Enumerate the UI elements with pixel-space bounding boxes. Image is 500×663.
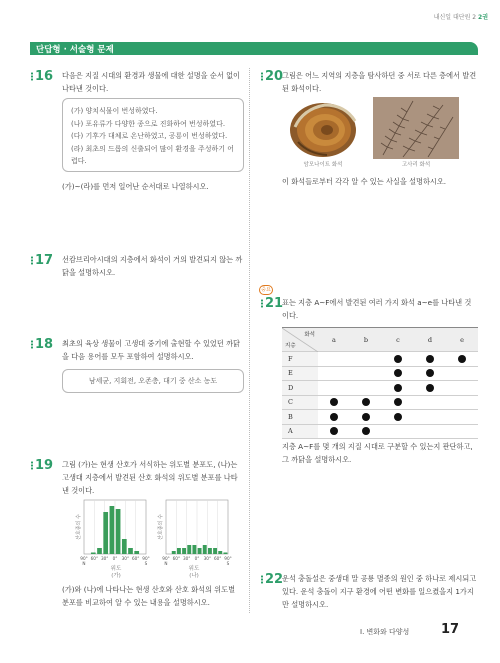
fossil-present-mark	[394, 384, 402, 392]
row-label: C	[282, 395, 318, 410]
table-cell	[414, 352, 446, 367]
section-title: 단답형 · 서술형 문제	[36, 45, 114, 55]
chart-bar	[213, 548, 217, 554]
question-16-item: (다) 기후가 대체로 온난하였고, 공룡이 번성하였다.	[71, 132, 228, 140]
row-label: E	[282, 366, 318, 381]
fossil-present-mark	[426, 355, 434, 363]
question-16-item: (나) 포유류가 다양한 종으로 진화하여 번성하였다.	[71, 119, 226, 128]
fossil-present-mark	[330, 413, 338, 421]
question-17-text: 선캄브리아시대의 지층에서 화석이 거의 발견되지 않는 까닭을 설명하시오.	[62, 255, 243, 277]
chart-bar	[177, 548, 181, 554]
question-21-prompt: 지층 A~F를 몇 개의 지질 시대로 구분할 수 있는지 판단하고, 그 까닭을 설명하시오.	[282, 442, 473, 464]
table-cell	[318, 424, 350, 439]
table-cell	[446, 366, 478, 381]
chart-bar	[128, 548, 133, 554]
row-label: A	[282, 424, 318, 439]
chart-a-xlabel: 위도	[110, 566, 122, 572]
chart-tick-label: 30°	[182, 556, 191, 561]
corner-label-layer: 지층	[285, 343, 296, 349]
chart-bar	[116, 509, 121, 554]
fossil-present-mark	[458, 355, 466, 363]
table-row	[282, 366, 478, 381]
question-22-text: 운석 충돌설은 중생대 말 공룡 멸종의 원인 중 하나로 제시되고 있다. 운석 충돌이 지구 환경에 어떤 변화를 일으켰을지 1가지만 설명하시오.	[282, 574, 477, 609]
chart-tick-label: 90°	[142, 556, 150, 561]
chart-tick-label: 0°	[194, 556, 200, 561]
table-cell	[382, 424, 414, 439]
table-cell	[382, 381, 414, 396]
column-divider	[249, 68, 250, 613]
chart-bar	[192, 545, 196, 554]
table-cell	[382, 352, 414, 367]
question-20-text: 그림은 어느 지역의 지층을 탐사하던 중 서로 다른 층에서 발견된 화석이다.	[282, 71, 477, 93]
question-number-18: 18	[30, 338, 53, 351]
corner-label-fossil: 화석	[304, 332, 315, 338]
question-19-prompt: (가)와 (나)에 나타나는 현생 산호와 산호 화석의 위도별 분포를 비교하여 알 수 있는 내용을 설명하시오.	[62, 585, 236, 607]
chart-end-label: S	[226, 561, 230, 566]
question-number-17: 17	[30, 254, 53, 267]
row-label: F	[282, 352, 318, 367]
question-18-keywords: 남세균, 지회전, 오존층, 대기 중 산소 농도	[88, 377, 218, 385]
column-header: b	[350, 328, 382, 352]
chart-tick-label: 30°	[203, 556, 212, 561]
table-cell	[318, 395, 350, 410]
question-16-prompt: (가)~(라)를 먼저 일어난 순서대로 나열하시오.	[62, 182, 209, 191]
table-row	[282, 410, 478, 425]
chart-bar	[134, 551, 139, 554]
question-16-item: (가) 양치식물이 번성하였다.	[71, 107, 158, 115]
chart-bar	[122, 539, 127, 554]
fossil-present-mark	[362, 427, 370, 435]
chart-tick-label: 30°	[121, 556, 130, 561]
chart-tick-label: 60°	[90, 556, 99, 561]
chart-bar	[208, 548, 212, 554]
question-21-text: 표는 지층 A~F에서 발견된 여러 가지 화석 a~e를 나타낸 것이다.	[282, 298, 472, 320]
table-cell	[318, 381, 350, 396]
question-number-21: 21	[260, 297, 283, 310]
footer-section: I. 변화와 다양성	[360, 628, 410, 636]
question-number-19: 19	[30, 459, 53, 472]
table-cell	[446, 424, 478, 439]
table-row	[282, 381, 478, 396]
question-20-prompt: 이 화석들로부터 각각 알 수 있는 사실을 설명하시오.	[282, 177, 447, 186]
chart-end-label: N	[82, 561, 86, 566]
fern-fossil-image	[373, 97, 459, 159]
chart-b-xlabel: 위도	[188, 566, 200, 572]
ammonite-caption: 암모나이트 화석	[303, 162, 343, 168]
table-row	[282, 352, 478, 367]
chart-end-label: N	[164, 561, 168, 566]
page-number: 17	[441, 622, 460, 637]
important-badge: 중요	[259, 285, 273, 295]
question-number-16: 16	[30, 70, 53, 83]
chart-bar	[223, 553, 227, 555]
table-cell	[350, 395, 382, 410]
table-cell	[414, 424, 446, 439]
chart-bar	[198, 548, 202, 554]
chart-bar	[218, 551, 222, 554]
chart-a	[75, 500, 150, 566]
chart-ylabel: 산호종의 수	[158, 514, 164, 540]
table-cell	[414, 395, 446, 410]
fossil-present-mark	[362, 413, 370, 421]
question-19-text: 그림 (가)는 현생 산호가 서식하는 위도별 분포도, (나)는 고생대 지층에서 발견된 산호 화석의 위도별 분포를 나타낸 것이다.	[62, 460, 238, 495]
chart-bar	[103, 512, 108, 554]
table-cell	[414, 366, 446, 381]
table-cell	[446, 395, 478, 410]
fossil-present-mark	[394, 413, 402, 421]
chart-end-label: S	[144, 561, 148, 566]
chart-b	[157, 500, 232, 566]
running-head-subject: 내신일 대단원 2	[433, 14, 479, 21]
table-cell	[318, 352, 350, 367]
chart-bar	[172, 551, 176, 554]
table-cell	[382, 366, 414, 381]
fossil-present-mark	[394, 369, 402, 377]
question-number-20: 20	[260, 70, 283, 83]
question-18-keywords-box	[62, 369, 244, 393]
chart-bar	[203, 545, 207, 554]
table-cell	[446, 352, 478, 367]
fossil-table	[282, 327, 478, 439]
question-16-items-box	[62, 98, 244, 172]
ammonite-fossil-image	[283, 97, 363, 159]
column-header: d	[414, 328, 446, 352]
chart-tick-label: 30°	[100, 556, 109, 561]
table-corner-cell	[282, 328, 318, 352]
question-16-item: (라) 최초의 드롭의 신출되어 많이 환경을 주성하기 어렵다.	[71, 144, 235, 165]
running-head-chapter: 2권	[478, 14, 488, 21]
fossil-present-mark	[330, 427, 338, 435]
table-cell	[350, 424, 382, 439]
chart-tick-label: 60°	[213, 556, 222, 561]
chart-bar	[91, 553, 96, 555]
running-head	[434, 12, 488, 21]
chart-tick-label: 60°	[131, 556, 140, 561]
table-cell	[350, 366, 382, 381]
chart-tick-label: 0°	[112, 556, 118, 561]
chart-tick-label: 90°	[162, 556, 170, 561]
table-row	[282, 424, 478, 439]
chart-tick-label: 90°	[224, 556, 232, 561]
chart-b-label: (나)	[189, 573, 199, 579]
table-cell	[382, 395, 414, 410]
column-header: c	[382, 328, 414, 352]
chart-ylabel: 산호종의 수	[76, 514, 82, 540]
question-16-text: 다음은 지질 시대의 환경과 생물에 대한 설명을 순서 없이 나타낸 것이다.	[62, 71, 240, 93]
table-cell	[382, 410, 414, 425]
table-cell	[350, 352, 382, 367]
table-cell	[318, 410, 350, 425]
chart-bar	[110, 506, 115, 554]
fossil-present-mark	[394, 398, 402, 406]
row-label: D	[282, 381, 318, 396]
fossil-table-wrapper	[282, 327, 478, 439]
chart-a-label: (가)	[111, 573, 121, 579]
fossil-present-mark	[330, 398, 338, 406]
table-cell	[414, 381, 446, 396]
table-cell	[446, 410, 478, 425]
table-cell	[446, 381, 478, 396]
fossil-present-mark	[394, 355, 402, 363]
chart-bar	[187, 545, 191, 554]
fossil-present-mark	[426, 384, 434, 392]
question-18-text: 최초의 육상 생물이 고생대 중기에 출현할 수 있었던 까닭을 다음 용어를 모두 포함하여 설명하시오.	[62, 339, 240, 361]
column-header: a	[318, 328, 350, 352]
chart-tick-label: 90°	[80, 556, 88, 561]
chart-tick-label: 60°	[172, 556, 181, 561]
table-cell	[318, 366, 350, 381]
table-cell	[350, 381, 382, 396]
table-cell	[350, 410, 382, 425]
row-label: B	[282, 410, 318, 425]
column-header: e	[446, 328, 478, 352]
question-number-22: 22	[260, 573, 283, 586]
table-row	[282, 395, 478, 410]
fern-caption: 고사리 화석	[401, 162, 431, 168]
fossil-present-mark	[362, 398, 370, 406]
fossil-present-mark	[426, 369, 434, 377]
chart-bar	[97, 548, 102, 554]
chart-bar	[182, 548, 186, 554]
table-cell	[414, 410, 446, 425]
